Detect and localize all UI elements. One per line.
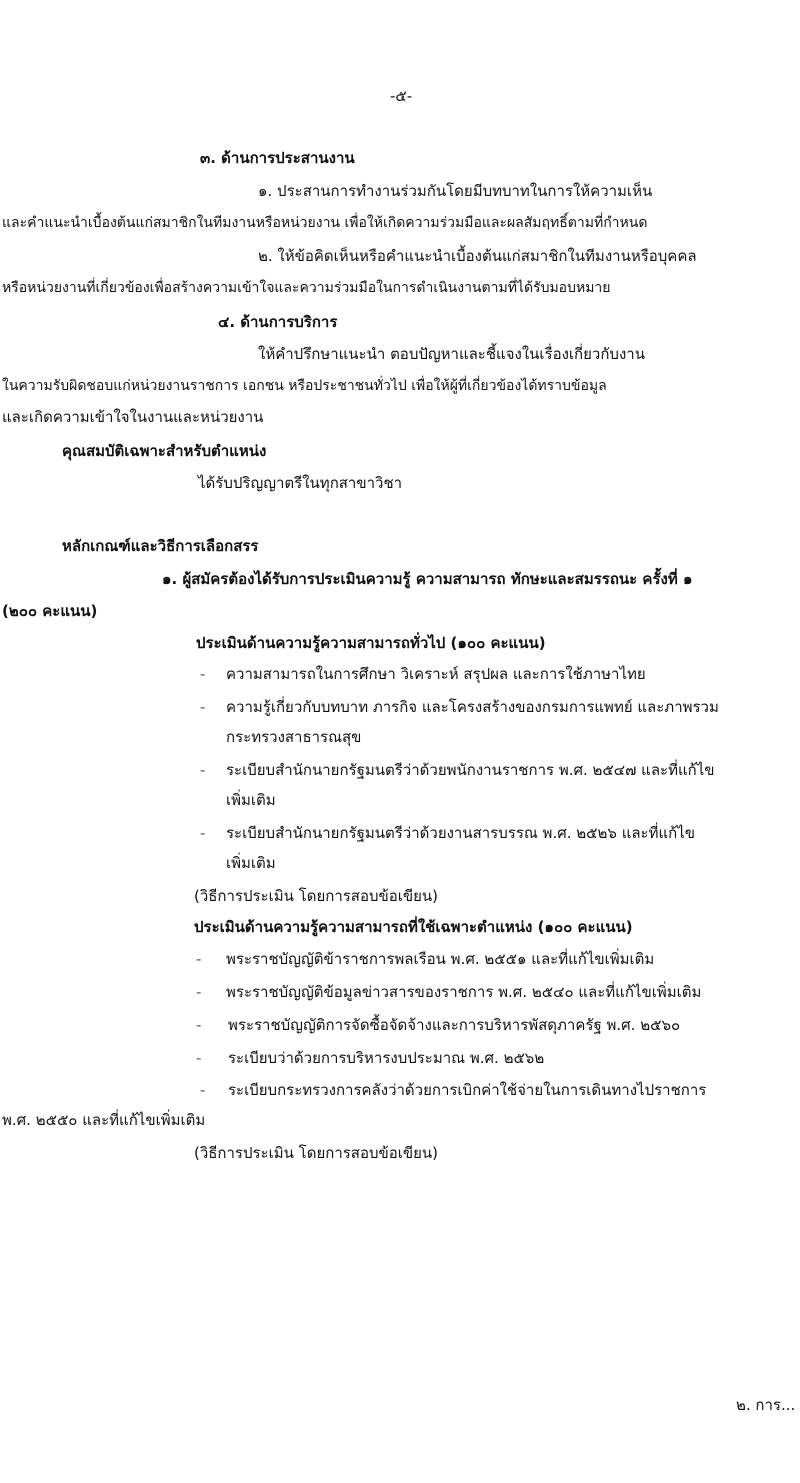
section-4-line-1: ให้คำปรึกษาแนะนำ ตอบปัญหาและชี้แจงในเรื่องเกี่ยวกับงาน	[258, 345, 645, 363]
criteria-item-1: ๑. ผู้สมัครต้องได้รับการประเมินความรู้ ความสามารถ ทักษะและสมรรถนะ ครั้งที่ ๑	[162, 570, 693, 588]
specific-assessment-method: (วิธีการประเมิน โดยการสอบข้อเขียน)	[194, 1144, 439, 1162]
bullet-dash: -	[200, 824, 206, 842]
specific-assessment-heading: ประเมินด้านความรู้ความสามารถที่ใช้เฉพาะตำแหน่ง (๑๐๐ คะแนน)	[194, 918, 633, 936]
section-4-line-3: และเกิดความเข้าใจในงานและหน่วยงาน	[2, 408, 264, 426]
section-3-para-1-cont: และคำแนะนำเบื้องต้นแก่สมาชิกในทีมงานหรือหน่วยงาน เพื่อให้เกิดความร่วมมือและผลสัมฤทธิ์ตามที่กำหนด	[2, 215, 648, 231]
qualifications-heading: คุณสมบัติเฉพาะสำหรับตำแหน่ง	[62, 442, 267, 460]
general-bullet-4-cont: เพิ่มเติม	[226, 854, 276, 872]
criteria-item-1-score: (๒๐๐ คะแนน)	[2, 602, 98, 620]
specific-bullet-5-cont: พ.ศ. ๒๕๕๐ และที่แก้ไขเพิ่มเติม	[2, 1111, 206, 1129]
specific-bullet-4: ระเบียบว่าด้วยการบริหารงบประมาณ พ.ศ. ๒๕๖๒	[228, 1049, 545, 1067]
criteria-heading: หลักเกณฑ์และวิธีการเลือกสรร	[62, 537, 259, 555]
section-3-para-2: ๒. ให้ข้อคิดเห็นหรือคำแนะนำเบื้องต้นแก่สมาชิกในทีมงานหรือบุคคล	[258, 247, 697, 265]
bullet-dash: -	[200, 698, 206, 716]
bullet-dash: -	[196, 950, 202, 968]
general-bullet-2-cont: กระทรวงสาธารณสุข	[226, 728, 362, 746]
general-bullet-1: ความสามารถในการศึกษา วิเคราะห์ สรุปผล และการใช้ภาษาไทย	[226, 665, 646, 683]
specific-bullet-5: ระเบียบกระทรวงการคลังว่าด้วยการเบิกค่าใช้จ่ายในการเดินทางไปราชการ	[228, 1081, 707, 1099]
specific-bullet-1: พระราชบัญญัติข้าราชการพลเรือน พ.ศ. ๒๕๕๑ และที่แก้ไขเพิ่มเติม	[226, 950, 655, 968]
bullet-dash: -	[196, 983, 202, 1001]
general-bullet-2: ความรู้เกี่ยวกับบทบาท ภารกิจ และโครงสร้างของกรมการแพทย์ และภาพรวม	[226, 698, 719, 716]
bullet-dash: -	[200, 1081, 206, 1099]
bullet-dash: -	[196, 1016, 202, 1034]
section-3-heading: ๓. ด้านการประสานงาน	[200, 149, 355, 167]
general-assessment-heading: ประเมินด้านความรู้ความสามารถทั่วไป (๑๐๐ คะแนน)	[196, 634, 546, 652]
section-3-para-1: ๑. ประสานการทำงานร่วมกันโดยมีบทบาทในการให้ความเห็น	[258, 182, 653, 200]
section-4-line-2: ในความรับผิดชอบแก่หน่วยงานราชการ เอกชน หรือประชาชนทั่วไป เพื่อให้ผู้ที่เกี่ยวข้องได้ทราบข้อมูล	[2, 378, 607, 394]
section-4-heading: ๔. ด้านการบริการ	[218, 313, 338, 331]
specific-bullet-2: พระราชบัญญัติข้อมูลข่าวสารของราชการ พ.ศ. ๒๕๔๐ และที่แก้ไขเพิ่มเติม	[226, 983, 702, 1001]
bullet-dash: -	[200, 761, 206, 779]
specific-bullet-3: พระราชบัญญัติการจัดซื้อจัดจ้างและการบริหารพัสดุภาครัฐ พ.ศ. ๒๕๖๐	[228, 1016, 681, 1034]
page-number: -๕-	[390, 87, 413, 105]
general-bullet-3-cont: เพิ่มเติม	[226, 791, 276, 809]
general-assessment-method: (วิธีการประเมิน โดยการสอบข้อเขียน)	[194, 887, 439, 905]
continuation-marker: ๒. การ...	[736, 1396, 796, 1414]
bullet-dash: -	[200, 665, 206, 683]
qualifications-text: ได้รับปริญญาตรีในทุกสาขาวิชา	[198, 474, 403, 492]
general-bullet-4: ระเบียบสำนักนายกรัฐมนตรีว่าด้วยงานสารบรรณ พ.ศ. ๒๕๒๖ และที่แก้ไข	[226, 824, 696, 842]
general-bullet-3: ระเบียบสำนักนายกรัฐมนตรีว่าด้วยพนักงานราชการ พ.ศ. ๒๕๔๗ และที่แก้ไข	[226, 761, 715, 779]
bullet-dash: -	[196, 1049, 202, 1067]
section-3-para-2-cont: หรือหน่วยงานที่เกี่ยวข้องเพื่อสร้างความเข้าใจและความร่วมมือในการดำเนินงานตามที่ได้รับมอบหมาย	[2, 280, 611, 296]
